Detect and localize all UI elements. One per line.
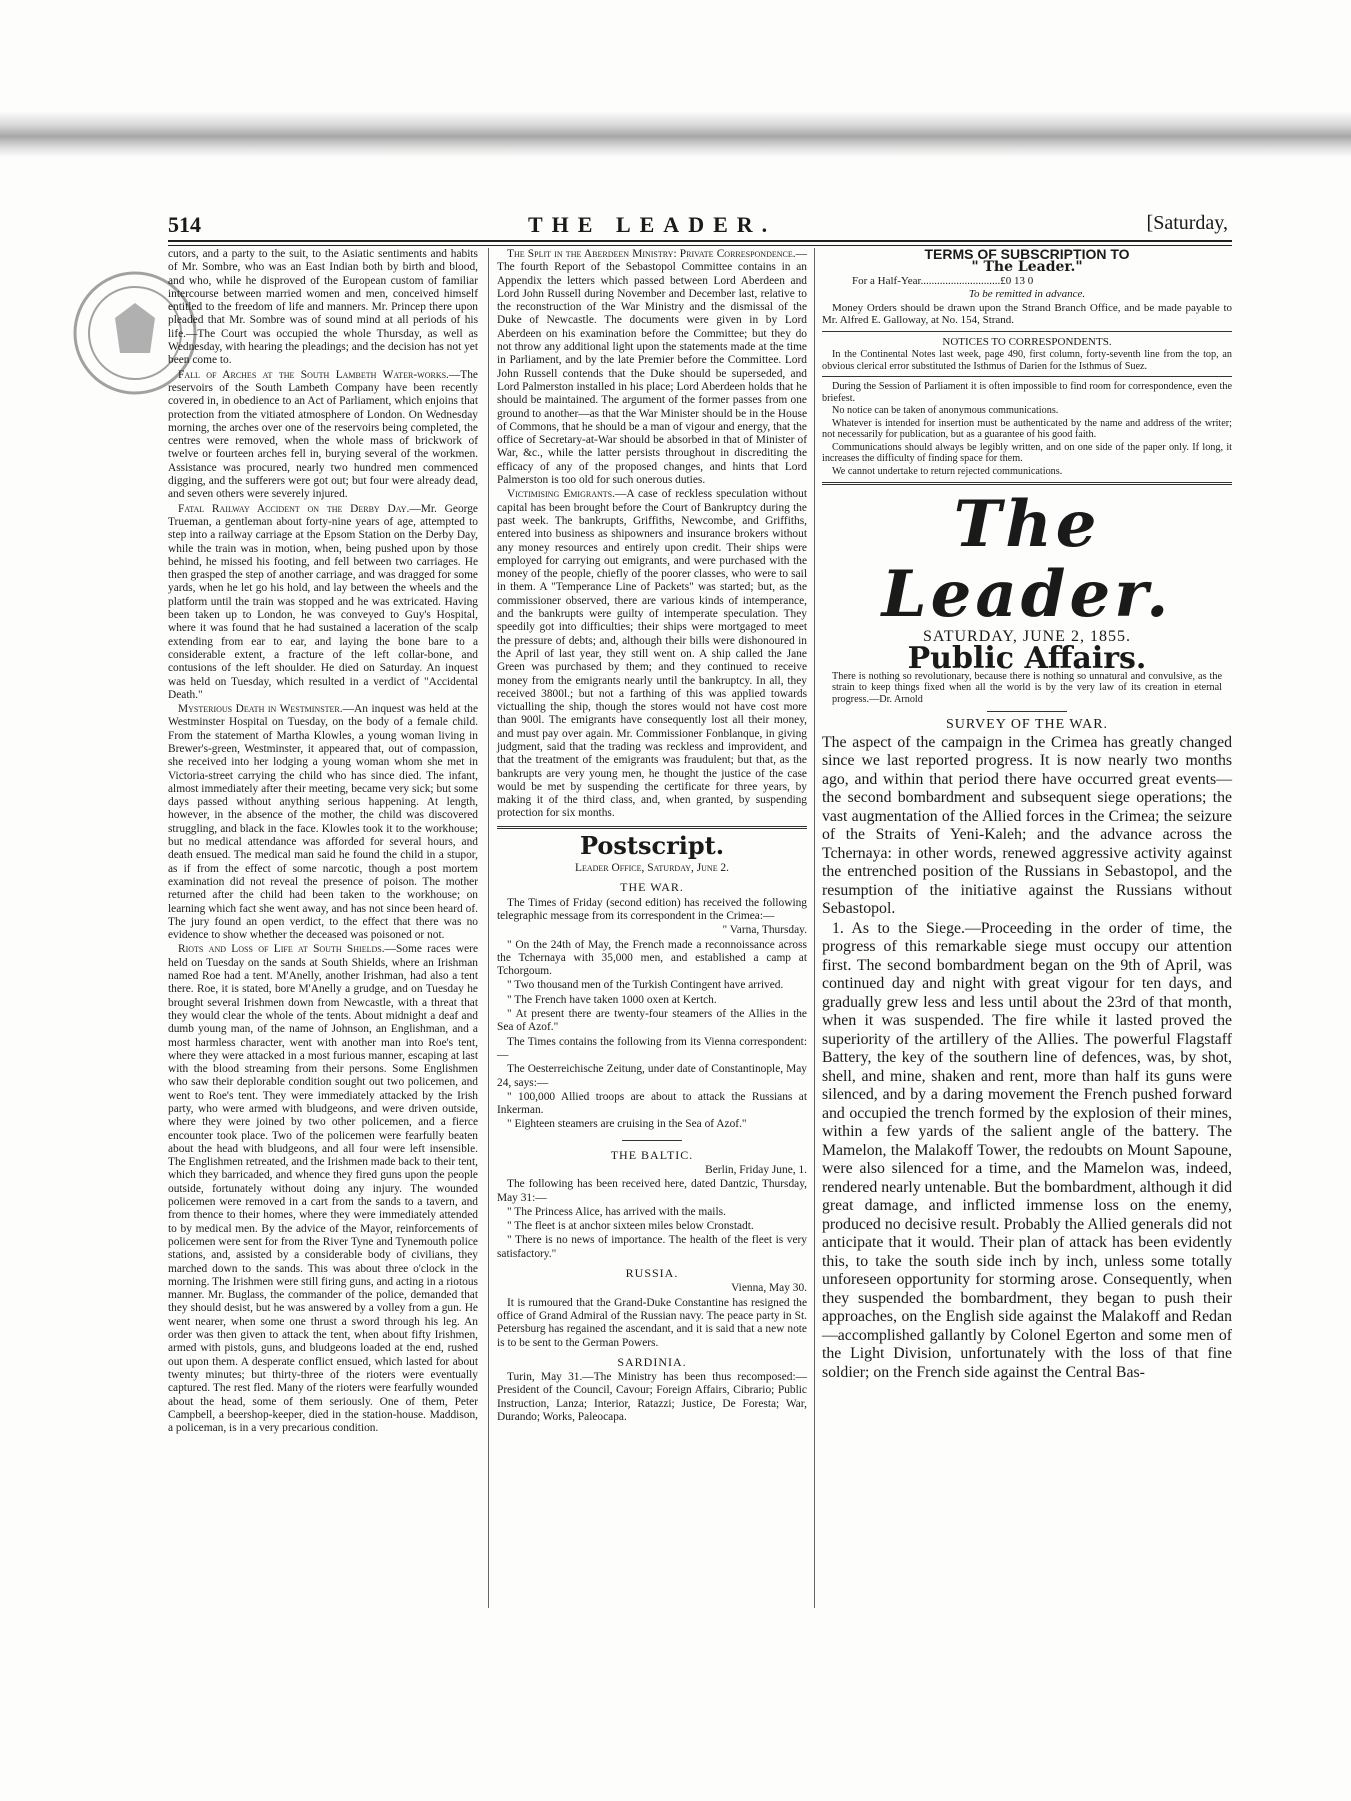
paragraph: " On the 24th of May, the French made a reconnoissance across the Tchernaya with 35,000 men, and established a camp at Tchorgoum. bbox=[497, 938, 807, 978]
paragraph: It is rumoured that the Grand-Duke Constantine has resigned the office of Grand Admiral of the Russian navy. The peace party in St. Petersburg has regained the ascendant, and it is said that a new note is to be sent to the German Powers. bbox=[497, 1296, 807, 1349]
notice: Communications should always be legibly written, and on one side of the paper only. If long, it increases the difficulty of finding space for them. bbox=[822, 441, 1232, 465]
epigraph: There is nothing so revolutionary, because there is nothing so unnatural and convulsive, as the strain to keep things fixed when all the world is by the very law of its creation in eternal progress.—Dr. Arnold bbox=[832, 670, 1222, 705]
section-heading: THE BALTIC. bbox=[610, 1147, 694, 1162]
notices-heading: NOTICES TO CORRESPONDENTS. bbox=[942, 335, 1112, 348]
section-heading: RUSSIA. bbox=[625, 1266, 679, 1281]
masthead-title: The Leader. bbox=[881, 487, 1173, 633]
paragraph: " Two thousand men of the Turkish Contingent have arrived. bbox=[507, 979, 784, 992]
paragraph-body: —The fourth Report of the Sebastopol Committee contains in an Appendix the letters which passed between Lord Aberdeen and Lord John Russell during November and December last, relative to the reconstruction of the War Ministry and the dismissal of the Duke of Newcastle. The documents were given in by Lord Aberdeen on his examination before the Committee; but they do not throw any additional light upon the statements made at the time in Parliament, and by the late Premier before the Committee. Lord John Russell contends that the Duke should be superseded, and Lord Palmerston installed in his place; Lord Aberdeen holds that he should be maintained. The argument of the former passes from one ground to another—as that the War Minister should be in the House of Commons, that he should be a man of vigour and energy, that the office of Secretary-at-War should be absorbed in that of Minister of War, &c., while the latter persists throughout in discrediting the efficacy of any of the proposed changes, and hints that Lord Palmerston is too old for such onerous duties. bbox=[497, 248, 807, 487]
page-header bbox=[168, 212, 1228, 242]
paragraph bbox=[168, 503, 478, 702]
paragraph: The Times contains the following from its Vienna correspondent:— bbox=[497, 1035, 807, 1061]
notice: During the Session of Parliament it is often impossible to find room for correspondence, even the briefest. bbox=[822, 381, 1232, 404]
paragraph-body: —A case of reckless speculation without capital has been brought before the Court of Bankruptcy during the past week. The bankrupts, Griffiths, Newcombe, and Griffiths, entered into business as shipowners and insurance brokers without any money resources and entirely upon credit. Their ships were employed for carrying out emigrants, and were purchased with the money of the people, chiefly of the poorer classes, who were to sail in them. A "Temperance Line of Packets" was started; but, as the commissioner observed, there are various kinds of intemperance, and the bankrupts were guilty of intemperate speculation. They speedily got into difficulties; their ships were mortgaged to meet the pressure of debts; and, although their bills were dishonoured in the April of last year, they still went on. A ship called the Jane Green was purchased by them; and they continued to receive money from the emigrants nearly until the bankruptcy. In all, they received 3800l.; but not a farthing of this was applied towards victualling the ship, though the stores would not have cost more than 900l. The emigrants have consequently lost all their money, and must pay over again. Mr. Commissioner Fonblanque, in giving judgment, said that the trading was reckless and improvident, and that the treatment of the emigrants was fraudulent; but that, as the bankrupts are very young men, he thought the justice of the case would be met by suspending the certificate for three years, by making it of the third class, and, when granted, by suspending protection for six months. bbox=[497, 488, 807, 820]
paragraph: " The French have taken 1000 oxen at Kertch. bbox=[507, 993, 717, 1006]
paragraph-heading: Riots and Loss of Life at South Shields. bbox=[178, 943, 385, 956]
postscript-heading: Postscript. bbox=[579, 830, 725, 860]
paragraph: " Eighteen steamers are cruising in the Sea of Azof." bbox=[507, 1118, 747, 1131]
terms-paper-name: " The Leader." bbox=[971, 259, 1083, 276]
paragraph-heading: Fatal Railway Accident on the Derby Day. bbox=[178, 502, 410, 515]
paragraph: " The Princess Alice, has arrived with the mails. bbox=[507, 1205, 726, 1218]
section-heading: THE WAR. bbox=[620, 880, 684, 895]
paragraph bbox=[497, 488, 807, 820]
section-heading: SARDINIA. bbox=[617, 1354, 687, 1369]
dateline: " Varna, Thursday. bbox=[722, 924, 807, 937]
dateline: Berlin, Friday June, 1. bbox=[705, 1164, 807, 1176]
column-left bbox=[168, 248, 478, 1436]
torn-top-edge bbox=[0, 110, 1351, 158]
paragraph-body: —An inquest was held at the Westminster Hospital on Tuesday, on the body of a female child. From the statement of Martha Klowles, a young woman living in Brewer's-green, Westminster, it appeared that, out of compassion, she received into her lodging a young woman whom she met in Victoria-street carrying the child who has since died. The infant, almost immediately after their meeting, became very sick; but some days passed without anything serious happening. At length, however, in the absence of the mother, the child was discovered struggling, and black in the face. Klowles took it to the workhouse; but no medical attendance was afforded for several hours, and death ensued. The medical man said he found the child in a stupor, as if from the effect of some narcotic, though a post mortem examination did not reveal the presence of poison. The mother returned after the child had been taken to the workhouse; on learning which fact she went away, and has not since been heard of. The jury found an open verdict, to the effect that there was no evidence to show whether the deceased was poisoned or not. bbox=[168, 703, 479, 942]
paragraph-heading: Mysterious Death in Westminster. bbox=[178, 703, 343, 716]
notice: No notice can be taken of anonymous communications. bbox=[832, 405, 1059, 417]
dateline: Leader Office, Saturday, June 2. bbox=[575, 862, 729, 875]
short-rule bbox=[622, 1140, 682, 1141]
paragraph bbox=[168, 943, 478, 1435]
paragraph bbox=[168, 703, 478, 942]
terms-heading: TERMS OF SUBSCRIPTION TO bbox=[924, 246, 1130, 262]
notice: We cannot undertake to return rejected communications. bbox=[832, 465, 1063, 477]
paragraph: " At present there are twenty-four steamers of the Allies in the Sea of Azof." bbox=[497, 1008, 807, 1034]
running-day: [Saturday, bbox=[1146, 212, 1228, 234]
notice: In the Continental Notes last week, page 490, first column, forty-seventh line from the top, an obvious clerical error substituted the Isthmus of Darien for the Isthmus of Suez. bbox=[822, 349, 1232, 372]
paragraph: cutors, and a party to the suit, to the Asiatic sentiments and habits of Mr. Sombre, who was an East Indian both by birth and blood, and who, while he disproved of the European custom of familiar intercourse between married women and men, conceived himself entitled to the freedom of life and manners. Mr. Princep there upon pleaded that Mr. Sombre was of sound mind at all periods of his life.—The Court was occupied the whole Thursday, as well as Wednesday, with hearing the pleadings; and the decision has not yet been come to. bbox=[168, 248, 478, 367]
column-rule bbox=[488, 248, 489, 1608]
paragraph: The Times of Friday (second edition) has received the following telegraphic message from its correspondent in the Crimea:— bbox=[497, 896, 807, 922]
paragraph: 1. As to the Siege.—Proceeding in the order of time, the progress of this remarkable siege must occupy our attention first. The second bombardment began on the 9th of April, was continued day and night with great vigour for ten days, and gradually grew less and less until about the 23rd of that month, when it was suspended. The fire while it lasted proved the superiority of the artillery of the Allies. The powerful Flagstaff Battery, the key of the southern line of defences, was, by shot, shell, and mine, shaken and rent, more than half its guns were silenced, and by a daring movement the French pushed forward and occupied the trench formed by the explosion of their mines, within a few yards of the salient angle of the battery. The Mamelon, the Malakoff Tower, the redoubts on Mount Sapoune, were also silenced for a time, and the Mamelon was, indeed, rendered nearly untenable. But the bombardment, although it did great damage, and inflicted immense loss on the enemy, produced no decisive result. Probably the Allied generals did not anticipate that it would. Their plan of attack has been evidently this, to take the south side inch by inch, unless some totally unforeseen opportunity for storming arose. Consequently, when they suspended the bombardment, they began to push their approaches, on the English side against the Malakoff and Redan—accomplished gallantly by Colonel Egerton and some men of the Light Division, unfortunately with the loss of that fine soldier; on the French side against the Central Bas- bbox=[822, 919, 1232, 1381]
notice: Whatever is intended for insertion must be authenticated by the name and address of the writer; not necessarily for publication, but as a guarantee of his good faith. bbox=[822, 417, 1232, 441]
paragraph-body: —Some races were held on Tuesday on the sands at South Shields, where an Irishman named Roe had a tent. M'Anelly, another Irishman, had also a tent there. Roe, it is stated, bore M'Anelly a grudge, and on Tuesday he brought several Irishmen down from Newcastle, with a threat that they would clear the whole of the tents. About midnight a deaf and dumb young man, of the name of Johnson, an Englishman, and a most harmless character, went with another man into Roe's tent, where they were attacked in a most furious manner, escaping at last with the blood streaming from their persons. Some Englishmen who saw their deplorable condition sought out two policemen, and went to Roe's tent. They were immediately attacked by the Irish party, who were armed with bludgeons, and were driven outside, where they were joined by two other policemen, and a fierce encounter took place. Two of the policemen were fearfully beaten about the head with bludgeons, and all four were left insensible. The Englishmen retreated, and the Irishmen made back to their tent, which they barricaded, and whence they fired guns upon the people outside, fortunately without doing any injury. The wounded policemen were removed in a cart from the sands to a tavern, and from thence to their homes, where they were immediately attended to by medical men. By the advice of the Mayor, reinforcements of policemen were sent for from the River Tyne and Tynemouth police stations, and, assisted by a considerable body of civilians, they marched down to the sands. This was about three o'clock in the morning. The Irishmen were still firing guns, and acting in a riotous manner. Mr. Buglass, the commander of the police, demanded that they should desist, but he was answered by a volley from a gun. He went nearer, when some one thrust a sword through his leg. An order was then given to attack the tent, when about fifty Irishmen, armed with pistols, guns, and bludgeons loaded at the end, rushed out upon them. A desperate conflict ensued, which lasted for about twenty minutes; but thirty-three of the rioters were eventually captured. The rest fled. Many of the rioters were fearfully wounded about the head, some of them seriously. One of them, Peter Campbell, a beershop-keeper, died in the station-house. Maddison, a policeman, is in a very precarious condition. bbox=[168, 943, 478, 1435]
column-rule bbox=[814, 248, 815, 1608]
section-rule bbox=[822, 482, 1232, 485]
paragraph-heading: Fall of Arches at the South Lambeth Water-works. bbox=[178, 368, 449, 381]
article-heading: SURVEY OF THE WAR. bbox=[945, 717, 1109, 733]
paragraph: The aspect of the campaign in the Crimea has greatly changed since we last reported progress. It is now nearly two months ago, and within that period there have occurred great events—the second bombardment and subsequent siege operations; the vast augmentation of the Allied forces in the Crimea; the seizure of the Straits of Yeni-Kaleh; and the advance across the Tchernaya: in other words, renewed aggressive activity against the entrenched position of the Russians in Sebastopol, and the resumption of the initiative against the Russians without Sebastopol. bbox=[822, 733, 1232, 918]
section-rule bbox=[822, 331, 1232, 332]
running-title: THE LEADER. bbox=[528, 212, 777, 237]
section-rule bbox=[822, 376, 1232, 377]
column-middle bbox=[497, 248, 807, 1425]
paragraph: Turin, May 31.—The Ministry has been thus recomposed:—President of the Council, Cavour; Foreign Affairs, Cibrario; Public Instruction, Lanza; Interior, Ratazzi; Justice, De Foresta; War, Durando; Works, Paleocapa. bbox=[497, 1371, 807, 1424]
short-rule bbox=[987, 711, 1067, 712]
paragraph: " There is no news of importance. The health of the fleet is very satisfactory." bbox=[497, 1234, 807, 1260]
paragraph: " 100,000 Allied troops are about to attack the Russians at Inkerman. bbox=[497, 1090, 807, 1117]
paragraph-heading: Victimising Emigrants. bbox=[507, 488, 615, 501]
paragraph bbox=[168, 369, 478, 502]
paragraph-body: —Mr. George Trueman, a gentleman about forty-nine years of age, attempted to step into a railway carriage at the Epsom Station on the Derby Day, while the train was in motion, when, being pushed upon by those behind, he missed his footing, and fell between two carriages. He then grasped the step of another carriage, and was dragged for some yards, when he let go his hold, and lay between the wheels and the platform until the train was stopped and he was extricated. Having been taken up to London, he was conveyed to Guy's Hospital, where it was found that he had sustained a laceration of the scalp extending from ear to ear, and laying the bone bare to a considerable extent, a fracture of the left collar-bone, and contusions of the left shoulder. He died on Saturday. An inquest was held on Tuesday, which resulted in a verdict of "Accidental Death." bbox=[168, 502, 478, 701]
paragraph: The Oesterreichische Zeitung, under date of Constantinople, May 24, says:— bbox=[497, 1063, 807, 1089]
section-title: Public Affairs. bbox=[907, 640, 1147, 676]
paragraph-heading: The Split in the Aberdeen Ministry: Private Correspondence. bbox=[507, 248, 796, 260]
issue-date: SATURDAY, JUNE 2, 1855. bbox=[923, 628, 1131, 646]
terms-money-orders: Money Orders should be drawn upon the Strand Branch Office, and be made payable to Mr. Alfred E. Galloway, at No. 154, Strand. bbox=[822, 301, 1232, 327]
paragraph: " The fleet is at anchor sixteen miles below Cronstadt. bbox=[507, 1220, 754, 1233]
paragraph bbox=[497, 248, 807, 487]
page-number: 514 bbox=[168, 212, 201, 237]
column-right bbox=[822, 248, 1232, 1383]
paragraph-body: —The reservoirs of the South Lambeth Company have been recently covered in, in obedience to an Act of Parliament, which enjoins that protection from the vitiated atmosphere of London. On Wednesday morning, the arches over one of the reservoirs being completed, the centres were removed, when the whole mass of brickwork of twelve or fourteen arches fell in, burying several of the workmen. Assistance was procured, nearly two hundred men commenced digging, and the sufferers were got out; but four were already dead, and seven others were severely injured. bbox=[168, 368, 478, 501]
terms-rate: For a Half-Year.............................£0 13 0 bbox=[852, 274, 1034, 287]
dateline: Vienna, May 30. bbox=[731, 1282, 807, 1295]
section-rule bbox=[497, 826, 807, 829]
paragraph: The following has been received here, dated Dantzic, Thursday, May 31:— bbox=[497, 1178, 807, 1204]
terms-note: To be remitted in advance. bbox=[968, 288, 1086, 301]
